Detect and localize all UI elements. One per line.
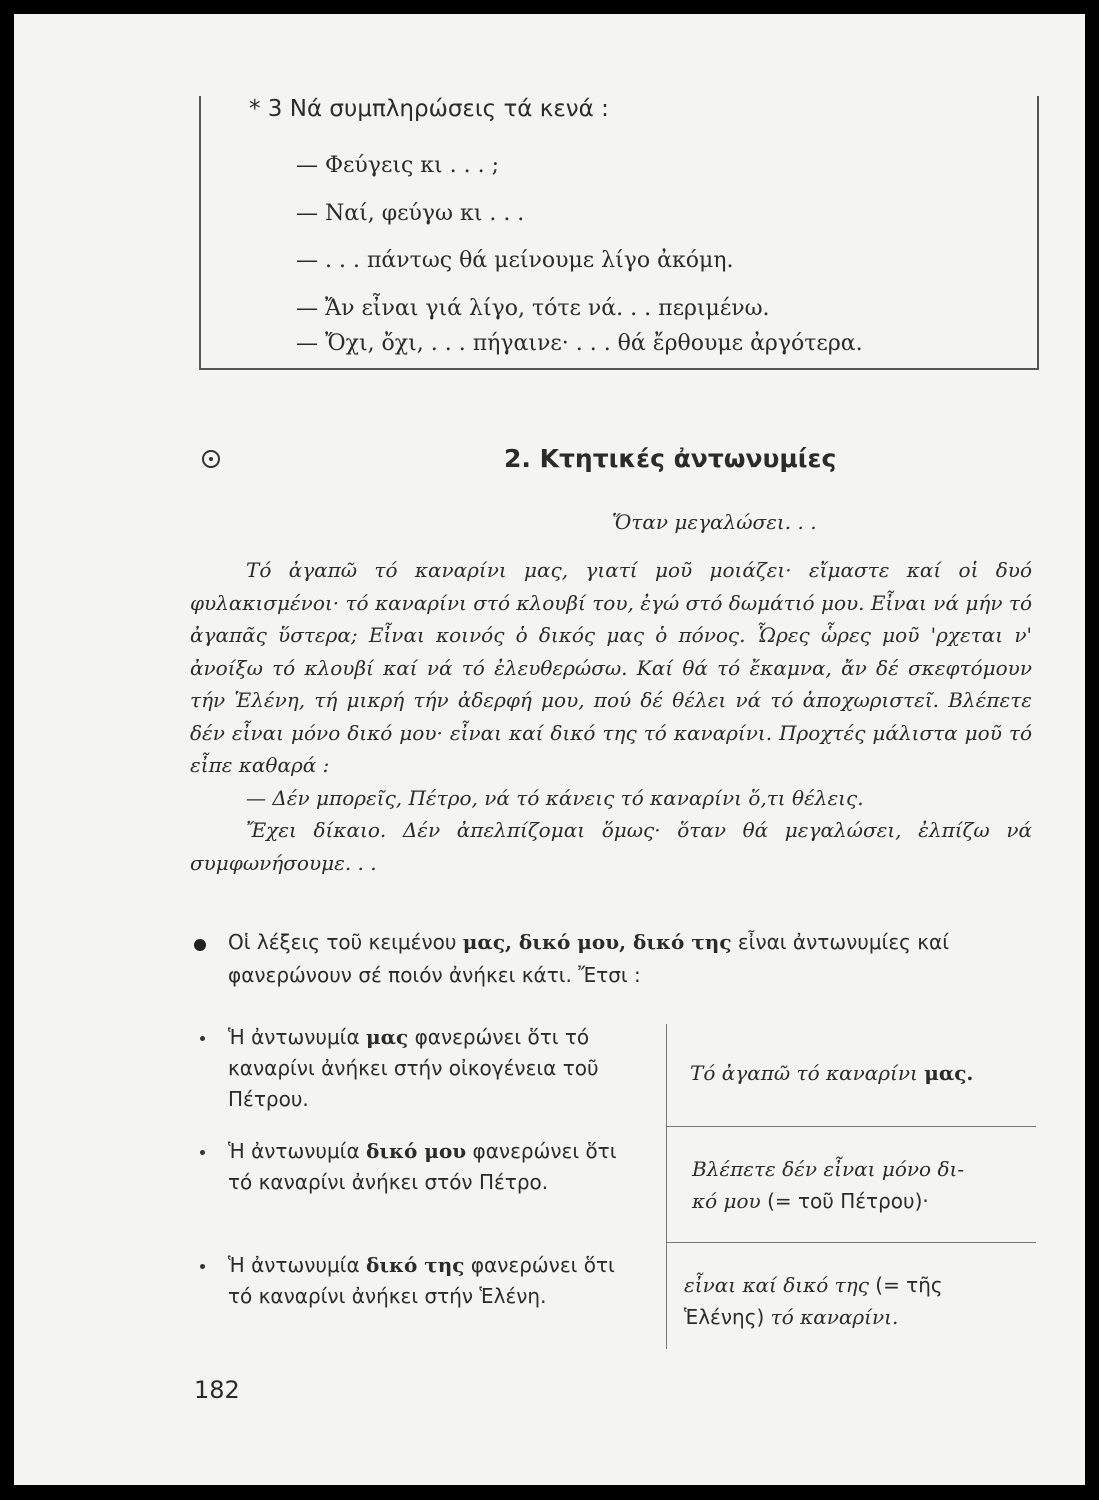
intro-after: εἶναι ἀντωνυμίες καί φανερώνουν σέ ποιόν ἀνήκει κάτι. Ἔτσι : bbox=[228, 930, 949, 987]
exercise-box bbox=[199, 96, 1039, 370]
example-3-text: εἶναι καί δικό της bbox=[684, 1273, 876, 1297]
explanation-2-post: φανερώνει ὅτι τό καναρίνι ἀνήκει στόν Πέτρο. bbox=[228, 1139, 617, 1194]
example-2-gloss: (= τοῦ Πέτρου)· bbox=[767, 1189, 929, 1213]
story-paragraph-1: Τό ἀγαπῶ τό καναρίνι μας, γιατί μοῦ μοιάζει· εἴμαστε καί οἱ δυό φυλακισμένοι· τό καναρίνι στό κλουβί του, ἐγώ στό δωμάτιό μου. Εἶναι νά μήν τό ἀγαπᾶς ὕστερα; Εἶναι κοινός ὁ δικός μας ὁ πόνος. Ὧρες ὧρες μοῦ 'ρχεται ν' ἀνοίξω τό κλουβί καί νά τό ἐλευθερώσω. Καί θά τό ἔκαμνα, ἄν δέ σκεφτόμουν τήν Ἑλένη, τή μικρή τήν ἀδερφή μου, πού δέ θέλει νά τό ἀποχωριστεῖ. Βλέπετε δέν εἶναι μόνο δικό μου· εἶναι καί δικό της τό καναρίνι. Προχτές μάλιστα μοῦ τό εἶπε καθαρά : bbox=[190, 558, 1032, 777]
small-bullet-icon bbox=[200, 1036, 205, 1041]
exercise-title: * 3 Νά συμπληρώσεις τά κενά : bbox=[249, 96, 609, 122]
explanation-2 bbox=[228, 1136, 638, 1198]
story-paragraph-3: Ἔχει δίκαιο. Δέν ἀπελπίζομαι ὅμως· ὅταν θά μεγαλώσει, ἐλπίζω νά συμφωνήσουμε. . . bbox=[190, 818, 1032, 875]
example-3-line-2 bbox=[684, 1302, 898, 1333]
page-number: 182 bbox=[194, 1376, 240, 1404]
explanation-3 bbox=[228, 1250, 638, 1312]
small-bullet-icon bbox=[200, 1264, 205, 1269]
exercise-line-1: — Φεύγεις κι . . . ; bbox=[296, 153, 500, 178]
table-rule bbox=[666, 1126, 1036, 1127]
story-paragraph-2: — Δέν μπορεῖς, Πέτρο, νά τό κάνεις τό καναρίνι ὅ,τι θέλεις. bbox=[246, 785, 864, 810]
exercise-line-2: — Ναί, φεύγω κι . . . bbox=[296, 201, 525, 226]
example-2-text: κό μου bbox=[692, 1189, 768, 1213]
explanation-1-post: φανερώνει ὅτι τό καναρίνι ἀνήκει στήν οἰκογένεια τοῦ Πέτρου. bbox=[228, 1025, 599, 1111]
example-1 bbox=[690, 1058, 973, 1089]
exercise-line-5: — Ὄχι, ὄχι, . . . πήγαινε· . . . θά ἔρθουμε ἀργότερα. bbox=[296, 331, 863, 356]
target-icon bbox=[202, 450, 220, 468]
example-1-bold: μας. bbox=[924, 1061, 974, 1085]
intro-before: Οἱ λέξεις τοῦ κειμένου bbox=[228, 930, 463, 954]
example-3-gloss-end: Ἑλένης) bbox=[684, 1305, 765, 1329]
explanation-2-pre: Ἡ ἀντωνυμία bbox=[228, 1139, 366, 1163]
textbook-page bbox=[14, 14, 1085, 1485]
explanation-1-bold: μας bbox=[366, 1025, 409, 1049]
table-divider bbox=[666, 1024, 667, 1349]
explanation-1-pre: Ἡ ἀντωνυμία bbox=[228, 1025, 366, 1049]
section-title: 2. Κτητικές ἀντωνυμίες bbox=[504, 444, 837, 473]
small-bullet-icon bbox=[200, 1150, 205, 1155]
example-2-line-2 bbox=[692, 1186, 929, 1217]
exercise-line-3: — . . . πάντως θά μείνουμε λίγο ἀκόμη. bbox=[296, 248, 734, 273]
story-text bbox=[190, 554, 1032, 879]
example-3-text-end: τό καναρίνι. bbox=[764, 1305, 899, 1329]
example-1-text: Τό ἀγαπῶ τό καναρίνι bbox=[690, 1061, 925, 1085]
example-3-line-1 bbox=[684, 1270, 943, 1301]
intro-bold: μας, δικό μου, δικό της bbox=[462, 930, 732, 954]
table-rule bbox=[666, 1242, 1036, 1243]
explanation-3-bold: δικό της bbox=[366, 1253, 465, 1277]
explanation-3-pre: Ἡ ἀντωνυμία bbox=[228, 1253, 366, 1277]
example-3-gloss: (= τῆς bbox=[875, 1273, 943, 1297]
explanation-3-post: φανερώνει ὅτι τό καναρίνι ἀνήκει στήν Ἑλένη. bbox=[228, 1253, 615, 1308]
story-subtitle: Ὅταν μεγαλώσει. . . bbox=[612, 510, 817, 534]
explanation-2-bold: δικό μου bbox=[366, 1139, 467, 1163]
exercise-line-4: — Ἄν εἶναι γιά λίγο, τότε νά. . . περιμένω. bbox=[296, 296, 770, 321]
intro-text bbox=[228, 926, 1034, 992]
explanation-1 bbox=[228, 1022, 638, 1115]
example-2-line-1: Βλέπετε δέν εἶναι μόνο δι- bbox=[692, 1157, 965, 1181]
bullet-icon bbox=[194, 939, 206, 951]
